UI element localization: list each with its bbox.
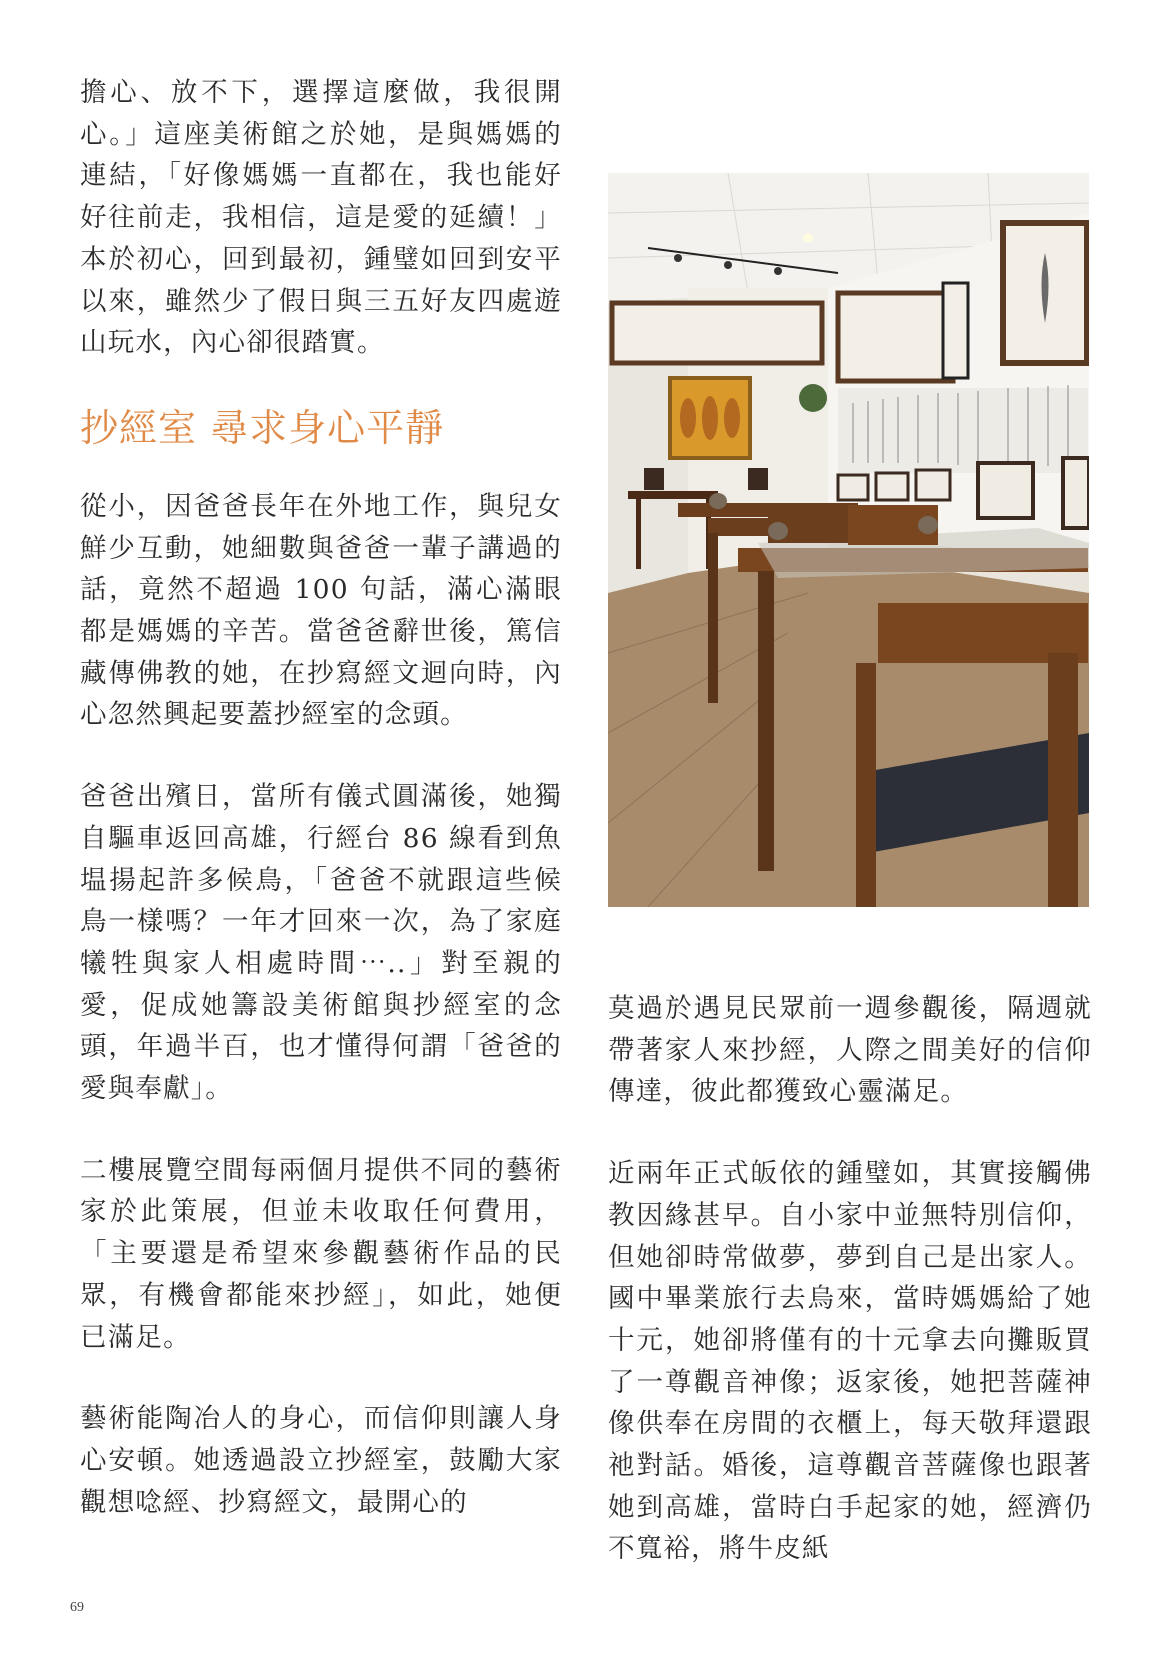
body-paragraph: 從小，因爸爸長年在外地工作，與兒女鮮少互動，她細數與爸爸一輩子講過的話，竟然不超過 100 句話，滿心滿眼都是媽媽的辛苦。當爸爸辭世後，篤信藏傳佛教的她，在抄寫經文迴向時，內心忽然興起要蓋抄經室的念頭。 [80, 490, 562, 731]
photo-illustration [608, 173, 1089, 907]
left-column [80, 72, 562, 1563]
section-heading: 抄經室 尋求身心平靜 [80, 405, 445, 450]
body-paragraph: 近兩年正式皈依的鍾璧如，其實接觸佛教因緣甚早。自小家中並無特別信仰，但她卻時常做夢，夢到自己是出家人。國中畢業旅行去烏來，當時媽媽給了她十元，她卻將僅有的十元拿去向攤販買了一尊觀音神像；返家後，她把菩薩神像供奉在房間的衣櫃上，每天敬拜還跟祂對話。婚後，這尊觀音菩薩像也跟著她到高雄，當時白手起家的她，經濟仍不寬裕，將牛皮紙 [608, 1158, 1092, 1565]
body-paragraph: 莫過於遇見民眾前一週參觀後，隔週就帶著家人來抄經，人際之間美好的信仰傳達，彼此都獲致心靈滿足。 [608, 993, 1092, 1108]
body-paragraph: 二樓展覽空間每兩個月提供不同的藝術家於此策展，但並未收取任何費用，「主要還是希望來參觀藝術作品的民眾，有機會都能來抄經」，如此，她便已滿足。 [80, 1154, 562, 1353]
body-paragraph: 藝術能陶冶人的身心，而信仰則讓人身心安頓。她透過設立抄經室，鼓勵大家觀想唸經、抄寫經文，最開心的 [80, 1403, 562, 1518]
sutra-room-photo [608, 173, 1089, 907]
page-number: 69 [70, 1600, 84, 1615]
body-paragraph: 爸爸出殯日，當所有儀式圓滿後，她獨自驅車返回高雄，行經台 86 線看到魚塭揚起許多候鳥，「爸爸不就跟這些候鳥一樣嗎？一年才回來一次，為了家庭犧牲與家人相處時間⋯..」對至親的愛，促成她籌設美術館與抄經室的念頭，年過半百，也才懂得何謂「爸爸的愛與奉獻」。 [80, 781, 562, 1105]
right-column [608, 988, 1092, 1610]
intro-paragraph: 擔心、放不下，選擇這麼做，我很開心。」這座美術館之於她，是與媽媽的連結，「好像媽媽一直都在，我也能好好往前走，我相信，這是愛的延續！」本於初心，回到最初，鍾璧如回到安平以來，雖然少了假日與三五好友四處遊山玩水，內心卻很踏實。 [80, 77, 562, 359]
